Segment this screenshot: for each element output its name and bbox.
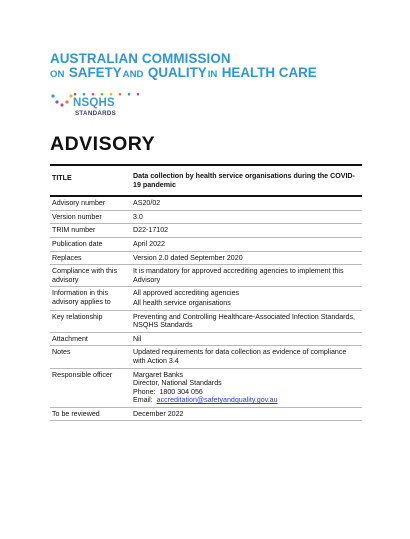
nsqhs-text: [73, 97, 116, 117]
logo-word-on: ON: [50, 69, 65, 80]
row-value: It is mandatory for approved accrediting agencies to implement this Advisory: [128, 265, 362, 287]
row-label: Notes: [50, 346, 128, 368]
nsqhs-dots-icon: [50, 92, 74, 112]
table-row: [50, 287, 362, 310]
row-value-line: All approved accrediting agencies: [133, 289, 240, 298]
row-value: D22-17102: [128, 224, 362, 238]
table-row: [50, 237, 362, 251]
row-value: Version 2.0 dated September 2020: [128, 251, 362, 265]
logo-word-in: IN: [207, 69, 218, 80]
nsqhs-title: NSQHS: [73, 97, 115, 109]
row-value: AS20/02: [128, 196, 362, 210]
row-value: April 2022: [128, 237, 362, 251]
acsqhc-logo: [50, 52, 317, 82]
advisory-info-table: [50, 164, 362, 421]
phone-label: Phone:: [133, 387, 156, 396]
logo-word-quality: QUALITY: [147, 65, 207, 80]
title-label: TITLE: [50, 165, 128, 196]
row-label: Responsible officer: [50, 368, 128, 407]
row-label: Advisory number: [50, 196, 128, 210]
row-value: Preventing and Controlling Healthcare-Associated Infection Standards, NSQHS Standards: [128, 310, 362, 332]
logo-line-1: AUSTRALIAN COMMISSION: [50, 51, 231, 66]
officer-email-line: [133, 396, 360, 405]
row-value: [128, 287, 362, 310]
row-value: December 2022: [128, 407, 362, 421]
table-row: [50, 368, 362, 407]
row-label: To be reviewed: [50, 407, 128, 421]
row-label: Publication date: [50, 237, 128, 251]
logo-word-health-care: HEALTH CARE: [221, 65, 317, 80]
row-value: Updated requirements for data collection as evidence of compliance with Action 3.4: [128, 346, 362, 368]
row-label: Attachment: [50, 332, 128, 346]
row-label: TRIM number: [50, 224, 128, 238]
officer-name: Margaret Banks: [133, 370, 184, 379]
phone-number: 1800 304 056: [159, 387, 203, 396]
logo-word-and: AND: [122, 69, 144, 80]
table-row: [50, 251, 362, 265]
table-row: [50, 265, 362, 287]
table-row: [50, 407, 362, 421]
table-row: [50, 346, 362, 368]
row-label: Replaces: [50, 251, 128, 265]
responsible-officer-value: [128, 368, 362, 407]
officer-role: Director, National Standards: [133, 379, 222, 388]
table-row: [50, 310, 362, 332]
logo-word-safety: SAFETY: [68, 65, 122, 80]
table-row-title: [50, 165, 362, 196]
nsqhs-logo: [50, 92, 140, 122]
page-title: ADVISORY: [50, 133, 156, 155]
email-link[interactable]: accreditation@safetyandquality.gov.au: [156, 396, 278, 405]
row-label: Key relationship: [50, 310, 128, 332]
table-row: [50, 224, 362, 238]
email-label: Email:: [133, 396, 153, 405]
row-label: Information in this advisory applies to: [50, 287, 128, 310]
row-label: Version number: [50, 210, 128, 224]
table-row: [50, 332, 362, 346]
row-label: Compliance with this advisory: [50, 265, 128, 287]
table-row: [50, 210, 362, 224]
officer-phone-line: [133, 388, 360, 397]
title-value: Data collection by health service organisations during the COVID-19 pandemic: [128, 165, 362, 196]
logo-line-2: [50, 66, 317, 82]
nsqhs-subtitle: STANDARDS: [75, 110, 117, 117]
row-value: Nil: [128, 332, 362, 346]
row-value: 3.0: [128, 210, 362, 224]
table-row: [50, 196, 362, 210]
row-value-line: All health service organisations: [133, 298, 231, 307]
